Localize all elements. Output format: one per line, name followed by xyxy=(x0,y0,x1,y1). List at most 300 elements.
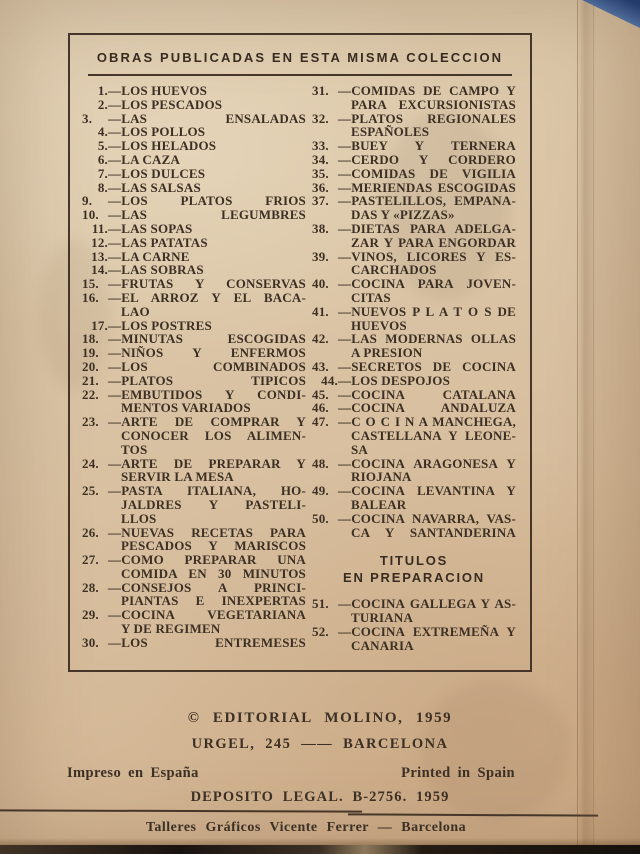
item-number: 3. xyxy=(82,110,93,126)
list-item-line: CANARIA xyxy=(351,637,414,653)
item-dash: — xyxy=(108,345,122,361)
list-item-line: A PRESION xyxy=(351,345,423,361)
list-item xyxy=(82,374,306,388)
list-item xyxy=(82,457,306,485)
list-item xyxy=(82,415,306,456)
list-item-line xyxy=(312,181,516,195)
titles-in-preparation-heading xyxy=(312,552,516,586)
list-item-line: RIOJANA xyxy=(351,469,412,485)
item-number: 36. xyxy=(312,179,329,195)
list-item xyxy=(312,512,516,540)
item-dash: — xyxy=(338,483,352,499)
item-dash: — xyxy=(108,552,122,568)
list-item-line: MENTOS VARIADOS xyxy=(121,400,251,416)
collection-title: OBRAS PUBLICADAS EN ESTA MISMA COLECCION xyxy=(96,50,504,65)
list-item xyxy=(82,636,306,650)
list-item-line xyxy=(312,457,516,471)
list-item-line xyxy=(312,153,516,167)
list-item-line: LAO xyxy=(121,303,150,319)
list-item xyxy=(312,457,516,485)
list-item-line: SERVIR LA MESA xyxy=(121,469,234,485)
item-title: LOS ENTREMESES xyxy=(121,634,306,650)
item-dash: — xyxy=(338,110,352,126)
item-dash: — xyxy=(338,623,352,639)
list-item-line xyxy=(82,415,306,429)
list-item-line xyxy=(82,194,306,208)
item-title: BUEY Y TERNERA xyxy=(351,138,516,154)
item-number: 22. xyxy=(82,386,99,402)
item-title: LA CAZA xyxy=(121,151,181,167)
page-bottom-shadow xyxy=(0,838,640,845)
item-number: 37. xyxy=(312,193,329,209)
item-dash: — xyxy=(108,331,122,347)
list-item-line xyxy=(82,374,306,388)
list-item xyxy=(82,84,306,98)
item-number: 45. xyxy=(312,386,329,402)
list-item-line: DAS Y «PIZZAS» xyxy=(351,207,455,223)
item-title: LOS HUEVOS xyxy=(121,83,208,98)
item-title: SECRETOS DE COCINA xyxy=(351,358,516,374)
item-title: LOS PLATOS FRIOS xyxy=(121,193,306,209)
list-item-line xyxy=(82,84,306,98)
item-dash: — xyxy=(338,331,352,347)
item-title: LOS HELADOS xyxy=(121,138,217,154)
item-dash: — xyxy=(338,386,352,402)
list-item-line xyxy=(312,374,516,388)
list-item xyxy=(82,332,306,346)
item-dash: — xyxy=(338,220,352,236)
list-item-line: CITAS xyxy=(351,289,391,305)
list-item-line xyxy=(312,512,516,526)
list-item xyxy=(82,319,306,333)
list-item-line xyxy=(82,553,306,567)
printed-in-row xyxy=(67,765,515,782)
item-title: MERIENDAS ESCOGIDAS xyxy=(351,179,516,195)
item-dash: — xyxy=(338,276,352,292)
list-item xyxy=(82,112,306,126)
item-dash: — xyxy=(338,248,352,264)
item-title: COCINA ANDALUZA xyxy=(351,400,516,416)
list-item-line xyxy=(312,250,516,264)
item-number: 4. xyxy=(97,124,108,140)
item-dash: — xyxy=(108,262,122,278)
item-number: 15. xyxy=(82,276,99,292)
item-dash: — xyxy=(108,607,122,623)
list-item-line xyxy=(82,222,306,236)
item-dash: — xyxy=(338,179,352,195)
item-title: LAS LEGUMBRES xyxy=(121,207,306,223)
list-item-line xyxy=(312,194,516,208)
item-title: LAS ENSALADAS xyxy=(121,110,306,126)
list-item-line xyxy=(82,636,306,650)
item-title: VINOS, LICORES Y ES- xyxy=(351,248,516,264)
list-item xyxy=(82,153,306,167)
item-number: 51. xyxy=(312,596,329,612)
list-item xyxy=(82,526,306,554)
item-dash: — xyxy=(108,414,122,430)
item-number: 8. xyxy=(97,179,108,195)
item-title: C O C I N A MANCHEGA, xyxy=(351,414,516,430)
item-number: 38. xyxy=(312,220,329,236)
item-number: 31. xyxy=(312,83,329,98)
list-item xyxy=(82,263,306,277)
item-number: 44. xyxy=(321,372,338,388)
list-item xyxy=(82,608,306,636)
list-item-line: CARCHADOS xyxy=(351,262,437,278)
list-item-line xyxy=(82,332,306,346)
item-number: 52. xyxy=(312,623,329,639)
item-number: 11. xyxy=(91,220,108,236)
item-dash: — xyxy=(108,524,122,540)
list-item-line: COMIDA EN 30 MINUTOS xyxy=(121,565,306,581)
item-title: LAS PATATAS xyxy=(121,234,208,250)
printer-credit-line: Talleres Gráficos Vicente Ferrer — Barcelona xyxy=(145,820,467,835)
list-item-line xyxy=(82,346,306,360)
section-heading-line: EN PREPARACION xyxy=(343,570,485,586)
list-item-line xyxy=(312,167,516,181)
item-number: 41. xyxy=(312,303,329,319)
item-dash: — xyxy=(108,110,122,126)
list-item-line xyxy=(312,388,516,402)
item-number: 17. xyxy=(91,317,108,333)
page-edge-shading xyxy=(577,0,640,854)
item-number: 47. xyxy=(312,414,329,430)
list-item-line xyxy=(312,332,516,346)
list-item-line xyxy=(312,84,516,98)
item-dash: — xyxy=(108,165,122,181)
list-item xyxy=(82,553,306,581)
list-item-line xyxy=(82,291,306,305)
list-item xyxy=(312,597,516,625)
item-number: 49. xyxy=(312,483,329,499)
item-title: DIETAS PARA ADELGA- xyxy=(351,220,516,236)
item-title: COCINA EXTREMEÑA Y xyxy=(351,623,516,639)
item-title: NIÑOS Y ENFERMOS xyxy=(121,345,306,361)
item-number: 39. xyxy=(312,248,329,264)
list-item-line: LLOS xyxy=(121,510,157,526)
item-title: CONSEJOS A PRINCI- xyxy=(121,579,306,595)
item-title: COCINA LEVANTINA Y xyxy=(351,483,516,499)
item-dash: — xyxy=(108,138,122,154)
item-title: COMIDAS DE CAMPO Y xyxy=(351,83,516,98)
list-item-line: SA xyxy=(351,441,369,457)
list-item-line: Y DE REGIMEN xyxy=(121,621,221,637)
item-number: 1. xyxy=(97,83,108,98)
list-item xyxy=(82,194,306,208)
item-number: 21. xyxy=(82,372,99,388)
list-item xyxy=(82,222,306,236)
item-number: 48. xyxy=(312,455,329,471)
list-item xyxy=(312,112,516,140)
table-edge-strip xyxy=(0,845,640,854)
list-item-line: HUEVOS xyxy=(351,317,407,333)
item-dash: — xyxy=(338,400,352,416)
item-number: 34. xyxy=(312,151,329,167)
column-left-items-1-30 xyxy=(82,84,306,652)
item-dash: — xyxy=(338,414,352,430)
list-item xyxy=(82,125,306,139)
list-item xyxy=(312,222,516,250)
impreso-es-label: Impreso en España xyxy=(67,765,199,781)
item-number: 40. xyxy=(312,276,329,292)
item-title: LAS MODERNAS OLLAS xyxy=(351,331,516,347)
list-item xyxy=(82,139,306,153)
list-item xyxy=(82,167,306,181)
copyright-line: © EDITORIAL MOLINO, 1959 xyxy=(187,710,453,726)
item-dash: — xyxy=(108,386,122,402)
page-crease-line xyxy=(593,0,594,854)
list-item xyxy=(82,236,306,250)
list-item-line xyxy=(82,457,306,471)
item-dash: — xyxy=(338,596,352,612)
list-item-line: PIANTAS E INEXPERTAS xyxy=(121,593,306,609)
item-title: LOS DULCES xyxy=(121,165,206,181)
footer-rule-right-segment xyxy=(348,813,598,816)
item-number: 2. xyxy=(97,96,108,112)
list-item-line xyxy=(312,415,516,429)
list-item-line xyxy=(82,526,306,540)
list-item-line xyxy=(82,112,306,126)
item-title: LA CARNE xyxy=(121,248,190,264)
item-title: COMIDAS DE VIGILIA xyxy=(351,165,516,181)
item-title: COCINA GALLEGA Y AS- xyxy=(351,596,516,612)
list-item-line xyxy=(82,250,306,264)
list-item-line: BALEAR xyxy=(351,496,407,512)
list-item-line: TURIANA xyxy=(351,610,414,626)
item-number: 23. xyxy=(82,414,99,430)
list-item-line xyxy=(312,112,516,126)
item-number: 5. xyxy=(97,138,108,154)
list-item-line: CA Y SANTANDERINA xyxy=(351,524,516,540)
item-dash: — xyxy=(338,165,352,181)
list-item xyxy=(82,208,306,222)
list-item-line xyxy=(82,319,306,333)
item-number: 19. xyxy=(82,345,99,361)
item-title: PASTA ITALIANA, HO- xyxy=(121,483,306,499)
item-title: LOS POLLOS xyxy=(121,124,206,140)
list-item-line xyxy=(312,625,516,639)
title-divider-rule xyxy=(88,74,512,76)
list-item-line xyxy=(312,139,516,153)
item-title: LOS POSTRES xyxy=(121,317,212,333)
item-dash: — xyxy=(338,83,352,98)
list-item xyxy=(312,484,516,512)
list-item xyxy=(312,388,516,402)
list-item-line: PARA EXCURSIONISTAS xyxy=(351,96,516,112)
item-dash: — xyxy=(108,96,122,112)
item-number: 28. xyxy=(82,579,99,595)
item-title: LAS SOPAS xyxy=(121,220,193,236)
item-title: EL ARROZ Y EL BACA- xyxy=(121,289,306,305)
item-dash: — xyxy=(108,317,122,333)
printed-border-box xyxy=(68,33,532,672)
item-dash: — xyxy=(338,510,352,526)
item-title: PASTELILLOS, EMPANA- xyxy=(351,193,516,209)
items-51-52 xyxy=(312,597,516,652)
column-right-items-31-52 xyxy=(312,84,516,652)
list-item xyxy=(312,401,516,415)
item-title: LAS SOBRAS xyxy=(121,262,204,278)
list-item-line xyxy=(312,360,516,374)
list-item-line xyxy=(82,263,306,277)
item-number: 10. xyxy=(82,207,99,223)
list-item-line xyxy=(82,360,306,374)
item-dash: — xyxy=(108,276,122,292)
item-title: LOS PESCADOS xyxy=(121,96,223,112)
list-item-line xyxy=(82,167,306,181)
list-item xyxy=(312,332,516,360)
list-item-line xyxy=(312,305,516,319)
item-dash: — xyxy=(108,124,122,140)
item-number: 20. xyxy=(82,358,99,374)
item-number: 30. xyxy=(82,634,99,650)
list-item xyxy=(82,250,306,264)
list-item xyxy=(82,346,306,360)
list-item-line: ZAR Y PARA ENGORDAR xyxy=(351,234,516,250)
list-item xyxy=(312,84,516,112)
item-number: 16. xyxy=(82,289,99,305)
list-item-line xyxy=(82,208,306,222)
list-item xyxy=(312,153,516,167)
list-item xyxy=(312,167,516,181)
list-item xyxy=(82,277,306,291)
list-item-line xyxy=(82,236,306,250)
list-item-line xyxy=(82,181,306,195)
list-item xyxy=(82,291,306,319)
item-dash: — xyxy=(108,372,122,388)
item-number: 9. xyxy=(82,193,93,209)
item-number: 6. xyxy=(97,151,108,167)
section-heading-line: TITULOS xyxy=(379,553,449,569)
list-item xyxy=(312,360,516,374)
list-item-line xyxy=(82,484,306,498)
item-number: 42. xyxy=(312,331,329,347)
item-title: PLATOS TIPICOS xyxy=(121,372,306,388)
list-item-line: CONOCER LOS ALIMEN- xyxy=(121,427,306,443)
item-title: LOS COMBINADOS xyxy=(121,358,306,374)
list-item xyxy=(312,181,516,195)
two-column-list xyxy=(70,83,530,652)
item-dash: — xyxy=(338,455,352,471)
list-item xyxy=(312,625,516,653)
list-item xyxy=(312,374,516,388)
item-dash: — xyxy=(108,455,122,471)
item-title: COCINA ARAGONESA Y xyxy=(351,455,516,471)
item-dash: — xyxy=(108,483,122,499)
list-item-line: ESPAÑOLES xyxy=(351,124,430,140)
list-item-line xyxy=(312,222,516,236)
item-title: MINUTAS ESCOGIDAS xyxy=(121,331,306,347)
publisher-address: URGEL, 245 —— BARCELONA xyxy=(191,736,449,752)
list-item-line: TOS xyxy=(121,441,148,457)
item-title: LAS SALSAS xyxy=(121,179,201,195)
list-item-line: CASTELLANA Y LEONE- xyxy=(351,427,516,443)
item-number: 14. xyxy=(91,262,108,278)
list-item xyxy=(312,415,516,456)
item-dash: — xyxy=(108,234,122,250)
item-title: COCINA PARA JOVEN- xyxy=(351,276,516,292)
item-dash: — xyxy=(338,372,352,388)
item-title: COCINA NAVARRA, VAS- xyxy=(351,510,516,526)
list-item xyxy=(312,277,516,305)
list-item-line xyxy=(82,139,306,153)
list-item-line: JALDRES Y PASTELI- xyxy=(121,496,306,512)
item-number: 33. xyxy=(312,138,329,154)
item-number: 7. xyxy=(97,165,108,181)
list-item xyxy=(82,484,306,525)
list-item-line xyxy=(312,597,516,611)
list-item xyxy=(82,98,306,112)
item-number: 46. xyxy=(312,400,329,416)
list-item xyxy=(82,181,306,195)
item-dash: — xyxy=(108,179,122,195)
item-title: CERDO Y CORDERO xyxy=(351,151,516,167)
item-number: 24. xyxy=(82,455,99,471)
item-dash: — xyxy=(108,579,122,595)
item-title: NUEVAS RECETAS PARA xyxy=(121,524,306,540)
item-dash: — xyxy=(108,289,122,305)
item-dash: — xyxy=(108,207,122,223)
list-item-line xyxy=(82,388,306,402)
list-item-line xyxy=(82,277,306,291)
item-dash: — xyxy=(338,303,352,319)
list-item-line xyxy=(82,153,306,167)
item-number: 12. xyxy=(91,234,108,250)
items-31-50 xyxy=(312,84,516,539)
list-item xyxy=(82,581,306,609)
item-dash: — xyxy=(338,358,352,374)
item-number: 35. xyxy=(312,165,329,181)
list-item xyxy=(82,388,306,416)
footer-rule-left-segment xyxy=(0,809,362,812)
item-number: 18. xyxy=(82,331,99,347)
item-dash: — xyxy=(108,634,122,650)
item-dash: — xyxy=(338,151,352,167)
item-title: NUEVOS P L A T O S DE xyxy=(351,303,516,319)
list-item xyxy=(312,194,516,222)
item-dash: — xyxy=(338,193,352,209)
item-title: COCINA VEGETARIANA xyxy=(121,607,306,623)
list-item-line xyxy=(312,484,516,498)
list-item-line xyxy=(312,277,516,291)
item-number: 13. xyxy=(91,248,108,264)
item-title: COMO PREPARAR UNA xyxy=(121,552,306,568)
item-dash: — xyxy=(108,83,122,98)
item-title: LOS DESPOJOS xyxy=(351,372,451,388)
list-item-line xyxy=(82,98,306,112)
list-item-line: PESCADOS Y MARISCOS xyxy=(121,538,306,554)
item-number: 29. xyxy=(82,607,99,623)
item-number: 25. xyxy=(82,483,99,499)
item-title: PLATOS REGIONALES xyxy=(351,110,516,126)
item-dash: — xyxy=(108,248,122,264)
item-title: ARTE DE COMPRAR Y xyxy=(121,414,306,430)
item-title: COCINA CATALANA xyxy=(351,386,516,402)
list-item-line xyxy=(82,608,306,622)
item-title: EMBUTIDOS Y CONDI- xyxy=(121,386,306,402)
item-dash: — xyxy=(338,138,352,154)
list-item xyxy=(312,139,516,153)
item-dash: — xyxy=(108,220,122,236)
item-dash: — xyxy=(108,151,122,167)
printed-en-label: Printed in Spain xyxy=(401,765,515,781)
list-item-line xyxy=(82,581,306,595)
legal-deposit-line: DEPOSITO LEGAL. B-2756. 1959 xyxy=(190,789,450,805)
item-dash: — xyxy=(108,358,122,374)
item-title: ARTE DE PREPARAR Y xyxy=(121,455,306,471)
list-item-line xyxy=(312,401,516,415)
item-title: FRUTAS Y CONSERVAS xyxy=(121,276,306,292)
